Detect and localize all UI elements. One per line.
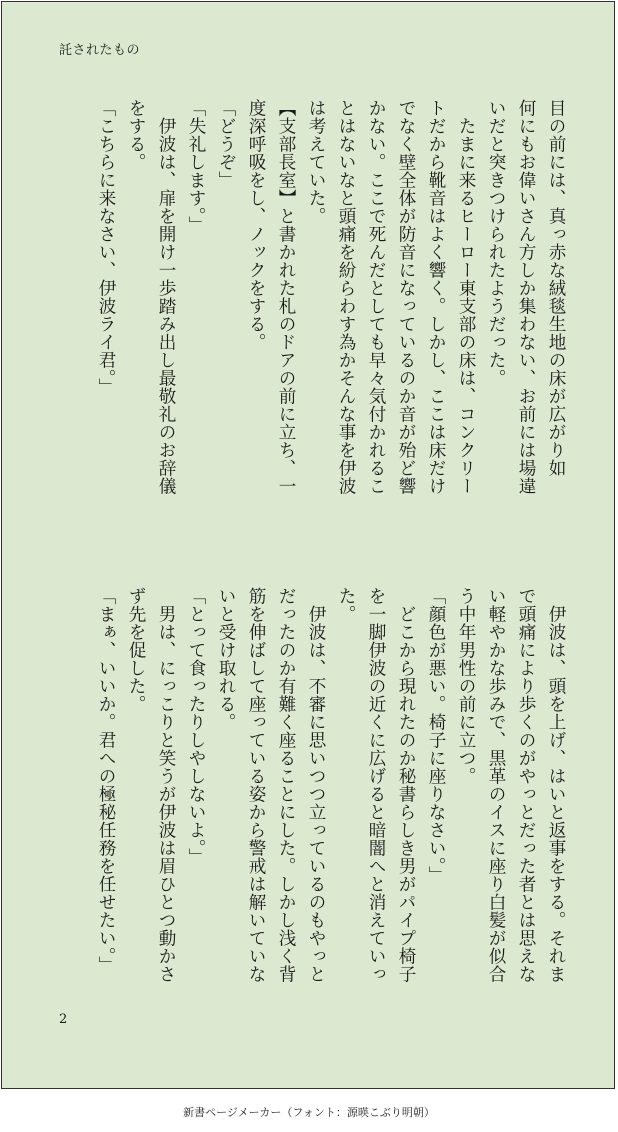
text-line: 男は、にっこりと笑うが伊波は眉ひとつ動かさ (156, 587, 176, 983)
text-line: ず先を促した。 (126, 587, 146, 713)
text-line: は考えていた。 (306, 99, 326, 225)
text-line: 伊波は、頭を上げ、はいと返事をする。それま (546, 587, 566, 983)
text-line: 【支部長室】と書かれた札のドアの前に立ち、一 (276, 99, 296, 495)
text-line: 度深呼吸をし、ノックをする。 (246, 99, 266, 351)
text-line: 何にもお偉いさん方しか集わない、お前には場違 (516, 99, 536, 495)
text-line: 伊波は、扉を開け一歩踏み出し最敬礼のお辞儀 (156, 99, 176, 495)
text-line: 「どうぞ」 (216, 99, 236, 189)
text-line: どこから現れたのか秘書らしき男がパイプ椅子 (396, 587, 416, 983)
text-line: をする。 (126, 99, 146, 171)
text-line: 目の前には、真っ赤な絨毯生地の床が広がり如 (546, 99, 566, 477)
text-block-bottom (91, 587, 571, 1007)
text-line: でなく壁全体が防音になっているのか音が殆ど響 (396, 99, 416, 495)
text-line: 「顔色が悪い。椅子に座りなさい。」 (426, 587, 446, 885)
text-line: で頭痛により歩くのがやっとだった者とは思えな (516, 587, 536, 983)
text-line: を一脚伊波の近くに広げると暗闇へと消えていっ (366, 587, 386, 983)
text-line: 「とって食ったりしやしないよ。」 (186, 587, 206, 867)
text-block-top (91, 99, 571, 539)
text-line: 「まぁ、いいか。君への極秘任務を任せたい。」 (96, 587, 116, 975)
text-line: いと受け取れる。 (216, 587, 236, 731)
text-line: 「失礼します。」 (186, 99, 206, 235)
text-line: た。 (336, 587, 356, 623)
running-title: 託されたもの (59, 43, 141, 58)
text-line: トだから靴音はよく響く。しかし、ここは床だけ (426, 99, 446, 495)
text-line: とはないなと頭痛を紛らわす為かそんな事を伊波 (336, 99, 356, 495)
footer-credit: 新書ページメーカー（フォント：源暎こぶり明朝） (183, 1106, 435, 1119)
text-line: たまに来るヒーロー東支部の床は、コンクリー (456, 99, 476, 495)
page-number: 2 (59, 1012, 68, 1027)
text-line: いだと突きつけられたようだった。 (486, 99, 506, 387)
text-line: う中年男性の前に立つ。 (456, 587, 476, 785)
book-page (1, 1, 615, 1089)
text-line: 「こちらに来なさい、伊波ライ君。」 (96, 99, 116, 397)
text-line: だったのか有難く座ることにした。しかし浅く背 (276, 587, 296, 983)
text-line: かない。ここで死んだとしても早々気付かれるこ (366, 99, 386, 495)
text-line: 筋を伸ばして座っている姿から警戒は解いていな (246, 587, 266, 983)
text-line: 伊波は、不審に思いつつ立っているのもやっと (306, 587, 326, 983)
text-line: い軽やかな歩みで、黒革のイスに座り白髪が似合 (486, 587, 506, 983)
